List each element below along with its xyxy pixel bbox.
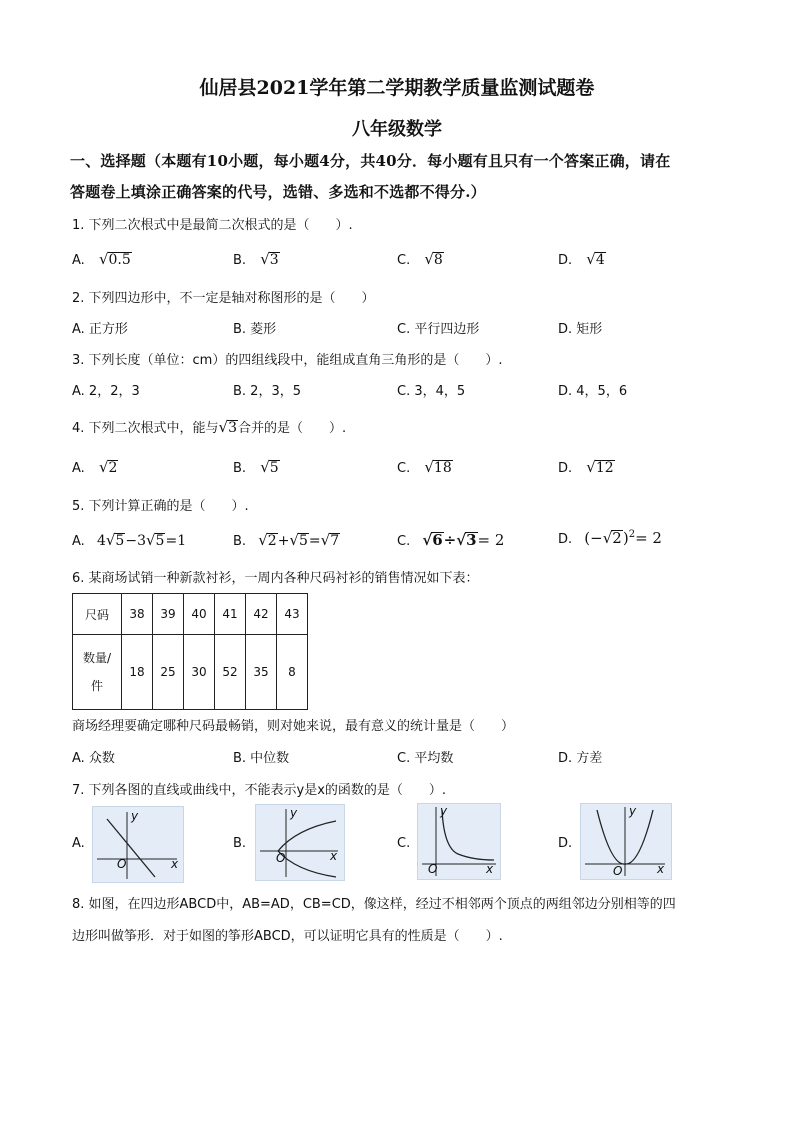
table-cell: 41 xyxy=(215,594,246,635)
q5-option-d[interactable]: D. $(-√2)^2= 2$ xyxy=(558,529,662,547)
table-cell: 8 xyxy=(277,635,308,710)
q5-option-b[interactable]: B. √2+√5=√7 xyxy=(233,531,340,549)
size-sales-table xyxy=(72,593,308,710)
q7-graph-c[interactable] xyxy=(417,803,501,880)
q2-option-a[interactable]: A. 正方形 xyxy=(72,322,128,337)
q2-option-b[interactable]: B. 菱形 xyxy=(233,322,277,337)
table-row-counts xyxy=(73,635,308,710)
q5-b-op: + xyxy=(277,533,290,549)
q2-option-c[interactable]: C. 平行四边形 xyxy=(397,322,480,337)
q7-option-d-label[interactable]: D. xyxy=(558,836,573,851)
q1-option-c[interactable]: C. √8 xyxy=(397,250,443,268)
q4-option-a[interactable]: A. √2 xyxy=(72,458,118,476)
x-axis-label: x xyxy=(657,862,665,876)
q7-stem: 7. 下列各图的直线或曲线中，不能表示y是x的函数的是（ ）. xyxy=(72,783,447,798)
q4-stem-post: 合并的是（ ）. xyxy=(238,421,347,436)
y-axis-label: y xyxy=(629,804,637,818)
table-cell: 39 xyxy=(153,594,184,635)
table-cell: 43 xyxy=(277,594,308,635)
q5-b-eq: = xyxy=(308,533,321,549)
q5-a-eq: =1 xyxy=(165,533,187,549)
q1-option-c-label: C. xyxy=(397,253,411,268)
q4-option-c-radicand: 18 xyxy=(433,460,452,476)
q8-stem-line2: 边形叫做筝形．对于如图的筝形ABCD，可以证明它具有的性质是（ ）. xyxy=(72,929,503,944)
q6-option-a[interactable]: A. 众数 xyxy=(72,751,115,766)
q7-option-b-label[interactable]: B. xyxy=(233,836,247,851)
origin-label: O xyxy=(276,851,286,865)
table-cell: 25 xyxy=(153,635,184,710)
q5-option-c[interactable]: C. √6÷√3= 2 xyxy=(397,531,505,549)
q5-a-coef: 4 xyxy=(96,533,106,549)
q7-option-c-label[interactable]: C. xyxy=(397,836,411,851)
q1-option-a-label: A. xyxy=(72,253,85,268)
q4-option-d-radicand: 12 xyxy=(595,460,614,476)
q5-stem: 5. 下列计算正确的是（ ）. xyxy=(72,499,249,514)
q2-option-d[interactable]: D. 矩形 xyxy=(558,322,603,337)
q6-option-d[interactable]: D. 方差 xyxy=(558,751,603,766)
q4-stem-pre: 4. 下列二次根式中，能与 xyxy=(72,421,219,436)
q6-question: 商场经理要确定哪种尺码最畅销，则对她来说，最有意义的统计量是（ ） xyxy=(72,719,515,734)
q5-b-radicand-3: 7 xyxy=(330,533,340,549)
q1-option-b-radicand: 3 xyxy=(269,252,279,268)
q5-a-radicand-2: 5 xyxy=(155,533,165,549)
q3-option-a[interactable]: A. 2，2，3 xyxy=(72,384,140,399)
q2-stem: 2. 下列四边形中，不一定是轴对称图形的是（ ） xyxy=(72,291,375,306)
q5-b-radicand-2: 5 xyxy=(298,533,308,549)
table-cell: 30 xyxy=(184,635,215,710)
y-axis-label: y xyxy=(290,806,298,820)
function-line xyxy=(107,819,155,877)
q1-option-d-label: D. xyxy=(558,253,573,268)
q1-option-c-radicand: 8 xyxy=(433,252,443,268)
table-head-size: 尺码 xyxy=(73,594,122,635)
q1-option-d[interactable]: D. √4 xyxy=(558,250,605,268)
hyperbola-curve xyxy=(442,810,494,860)
q5-c-radicand-1: 6 xyxy=(432,531,443,549)
exam-title: 仙居县2021学年第二学期教学质量监测试题卷 xyxy=(199,77,595,99)
q5-b-radicand-1: 2 xyxy=(267,533,277,549)
table-head-quantity-a: 数量/ xyxy=(82,651,112,665)
q5-option-a[interactable]: A. 4√5−3√5=1 xyxy=(72,531,187,549)
table-head-quantity xyxy=(73,635,122,710)
origin-label: O xyxy=(117,857,127,871)
table-row-sizes xyxy=(73,594,308,635)
q5-option-d-label: D. xyxy=(558,532,573,547)
q5-d-close: ) xyxy=(622,529,629,547)
section-instructions-line1: 一、选择题（本题有10小题，每小题4分，共40分．每小题有且只有一个答案正确，请在 xyxy=(70,152,671,170)
table-head-quantity-b: 件 xyxy=(90,679,103,693)
q4-option-b[interactable]: B. √5 xyxy=(233,458,279,476)
q4-option-d-label: D. xyxy=(558,461,573,476)
q7-graph-b[interactable] xyxy=(255,804,345,881)
x-axis-label: x xyxy=(171,857,179,871)
q7-option-a-label[interactable]: A. xyxy=(72,836,85,851)
section-instructions-line2: 答题卷上填涂正确答案的代号，选错、多选和不选都不得分.） xyxy=(70,183,486,201)
q7-graph-a[interactable] xyxy=(92,806,184,883)
graph-b-svg xyxy=(256,805,344,880)
q5-d-eq: = 2 xyxy=(635,529,662,547)
q5-c-op: ÷ xyxy=(443,531,457,549)
q1-option-d-radicand: 4 xyxy=(595,252,605,268)
q4-option-a-label: A. xyxy=(72,461,85,476)
table-cell: 35 xyxy=(246,635,277,710)
x-axis-label: x xyxy=(330,849,338,863)
q5-d-radicand: 2 xyxy=(612,529,622,547)
q1-stem: 1. 下列二次根式中是最简二次根式的是（ ）. xyxy=(72,218,353,233)
q1-option-a[interactable]: A. √0.5 xyxy=(72,250,131,268)
q5-d-exponent: 2 xyxy=(628,529,636,540)
q4-option-b-label: B. xyxy=(233,461,247,476)
table-cell: 18 xyxy=(122,635,153,710)
q7-graph-d[interactable] xyxy=(580,803,672,880)
q5-a-radicand-1: 5 xyxy=(115,533,125,549)
q4-option-c-label: C. xyxy=(397,461,411,476)
q8-stem-line1: 8. 如图，在四边形ABCD中，AB=AD，CB=CD，像这样，经过不相邻两个顶点的两组邻边分别相等的四 xyxy=(72,897,676,912)
q4-option-b-radicand: 5 xyxy=(269,460,279,476)
q1-option-b-label: B. xyxy=(233,253,247,268)
q6-stem: 6. 某商场试销一种新款衬衫，一周内各种尺码衬衫的销售情况如下表： xyxy=(72,571,479,586)
q6-option-b[interactable]: B. 中位数 xyxy=(233,751,290,766)
q4-option-a-radicand: 2 xyxy=(108,460,118,476)
table-cell: 42 xyxy=(246,594,277,635)
q4-option-c[interactable]: C. √18 xyxy=(397,458,452,476)
q4-stem: 4. 下列二次根式中，能与√3合并的是（ ）. xyxy=(72,418,347,436)
y-axis-label: y xyxy=(131,809,139,823)
origin-label: O xyxy=(613,864,623,878)
q1-option-a-radicand: 0.5 xyxy=(108,252,131,268)
exam-subtitle: 八年级数学 xyxy=(352,119,442,140)
table-cell: 40 xyxy=(184,594,215,635)
q5-option-a-label: A. xyxy=(72,534,85,549)
q5-option-c-label: C. xyxy=(397,534,411,549)
q3-option-d[interactable]: D. 4，5，6 xyxy=(558,384,628,399)
x-axis-label: x xyxy=(486,862,494,876)
q1-option-b[interactable]: B. √3 xyxy=(233,250,279,268)
q5-c-radicand-2: 3 xyxy=(466,531,477,549)
y-axis-label: y xyxy=(440,804,448,818)
q5-c-eq: = 2 xyxy=(477,531,505,549)
table-cell: 38 xyxy=(122,594,153,635)
q3-option-c[interactable]: C. 3，4，5 xyxy=(397,384,466,399)
table-cell: 52 xyxy=(215,635,246,710)
q3-option-b[interactable]: B. 2，3，5 xyxy=(233,384,301,399)
q5-option-b-label: B. xyxy=(233,534,247,549)
q3-stem: 3. 下列长度（单位：cm）的四组线段中，能组成直角三角形的是（ ）. xyxy=(72,353,503,368)
q4-stem-radicand: 3 xyxy=(228,420,238,436)
q4-option-d[interactable]: D. √12 xyxy=(558,458,614,476)
parabola-sideways xyxy=(278,821,336,877)
origin-label: O xyxy=(428,862,438,876)
q5-a-op: −3 xyxy=(125,533,146,549)
q6-option-c[interactable]: C. 平均数 xyxy=(397,751,454,766)
q5-d-open: (− xyxy=(584,529,603,547)
